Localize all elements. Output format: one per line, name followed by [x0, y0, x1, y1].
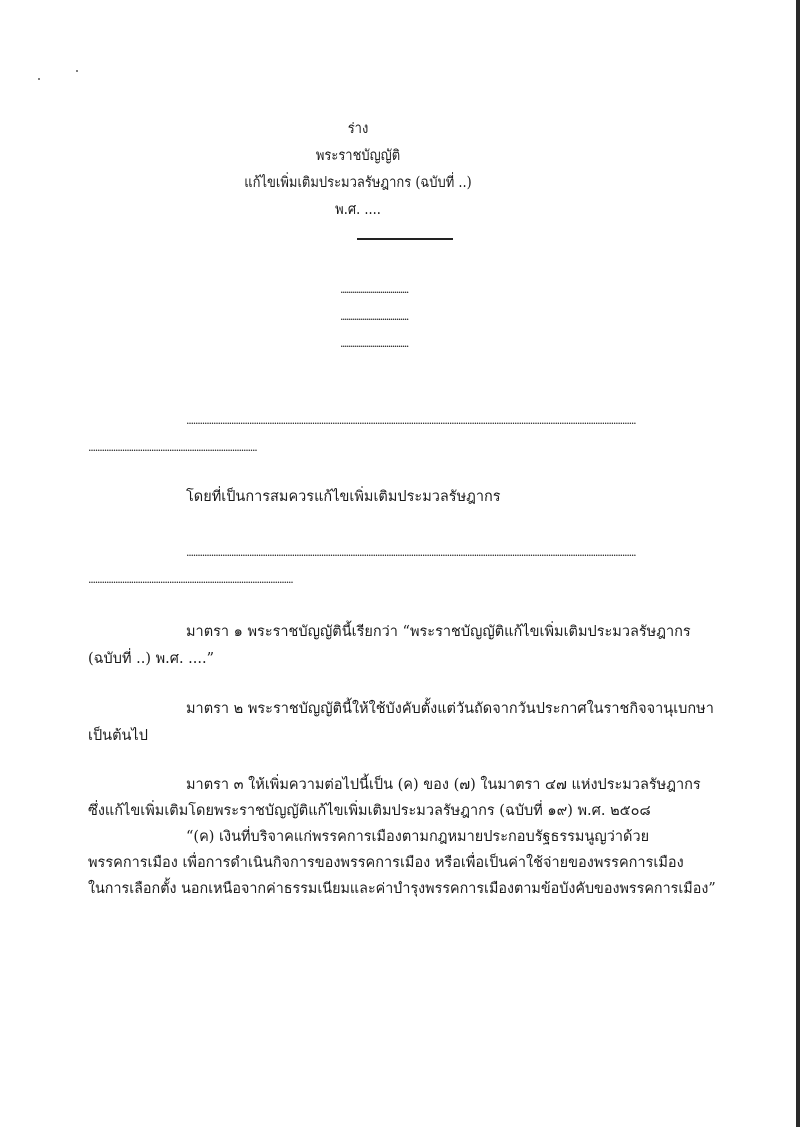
section-3-line-5: ในการเลือกตั้ง นอกเหนือจากค่าธรรมเนียมและค่าบำรุงพรรคการเมืองตามข้อบังคับของพรรคการเมือง”	[88, 881, 716, 897]
section-1-line-2: (ฉบับที่ ..) พ.ศ. ....”	[88, 651, 215, 667]
section-2-line-2: เป็นต้นไป	[88, 728, 148, 744]
enact-dots-line-1: ........................................................................................................................................................................................................	[186, 546, 636, 559]
reason-text: โดยที่เป็นการสมควรแก้ไขเพิ่มเติมประมวลรัษฎากร	[186, 489, 501, 505]
section-3-line-4: พรรคการเมือง เพื่อการดำเนินกิจการของพรรคการเมือง หรือเพื่อเป็นค่าใช้จ่ายของพรรคการเมือง	[88, 855, 684, 871]
title-divider	[357, 238, 453, 240]
enact-dots-line-2: ...........................................................................................	[88, 573, 293, 586]
section-2-line-1: มาตรา ๒ พระราชบัญญัตินี้ให้ใช้บังคับตั้งแต่วันถัดจากวันประกาศในราชกิจจานุเบกษา	[186, 701, 714, 717]
section-3-line-1: มาตรา ๓ ให้เพิ่มความต่อไปนี้เป็น (ค) ของ (๗) ในมาตรา ๔๗ แห่งประมวลรัษฎากร	[186, 777, 701, 793]
signature-dots-2: ..................................	[340, 310, 408, 323]
signature-dots-3: ..................................	[340, 337, 408, 350]
act-type: พระราชบัญญัติ	[315, 148, 401, 164]
preamble-dots-line-2: ...........................................................................	[88, 441, 257, 454]
scan-speck	[38, 78, 40, 80]
scan-speck	[76, 70, 78, 72]
section-1-line-1: มาตรา ๑ พระราชบัญญัตินี้เรียกว่า “พระราชบัญญัติแก้ไขเพิ่มเติมประมวลรัษฎากร	[186, 624, 691, 640]
section-3-line-2: ซึ่งแก้ไขเพิ่มเติมโดยพระราชบัญญัติแก้ไขเพิ่มเติมประมวลรัษฎากร (ฉบับที่ ๑๙) พ.ศ. ๒๕๐๘	[88, 803, 651, 819]
act-title: แก้ไขเพิ่มเติมประมวลรัษฎากร (ฉบับที่ ..)	[244, 175, 472, 191]
signature-dots-1: ..................................	[340, 283, 408, 296]
act-year: พ.ศ. ....	[335, 202, 381, 218]
preamble-dots-line-1: ........................................................................................................................................................................................................	[186, 414, 636, 427]
draft-label: ร่าง	[347, 121, 369, 137]
scan-edge	[796, 0, 800, 1127]
section-3-line-3: “(ค) เงินที่บริจาคแก่พรรคการเมืองตามกฎหมายประกอบรัฐธรรมนูญว่าด้วย	[186, 829, 650, 845]
